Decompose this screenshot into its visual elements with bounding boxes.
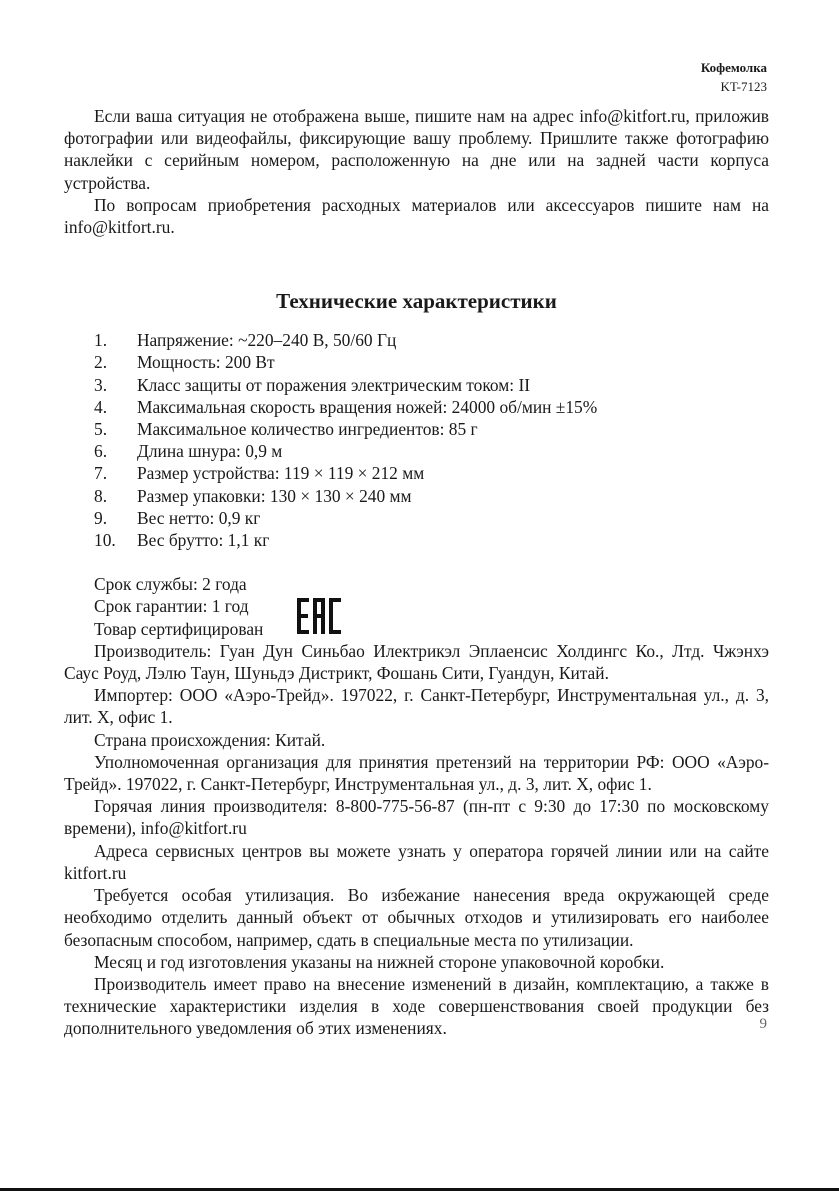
spec-number: 4. (94, 396, 108, 417)
spec-number: 10. (94, 530, 116, 551)
spec-item (94, 440, 769, 462)
header-product: Кофемолка (700, 60, 767, 75)
spec-item (94, 529, 769, 551)
terms-block (64, 573, 769, 640)
info-paragraph: Импортер: ООО «Аэро-Трейд». 197022, г. Санкт-Петербург, Инструментальная ул., д. 3, лит. Х, офис 1. (64, 685, 769, 728)
spec-number: 2. (94, 352, 108, 373)
spec-text: Вес брутто: 1,1 кг (137, 530, 270, 551)
warranty: Срок гарантии: 1 год (94, 596, 249, 617)
info-paragraph: Производитель имеет право на внесение изменений в дизайн, комплектацию, а также в технические характеристики изделия в ходе совершенствования своей продукции без дополнительного уведомления об этих изменениях. (64, 973, 769, 1039)
spec-number: 1. (94, 330, 108, 351)
intro-paragraph: Если ваша ситуация не отображена выше, пишите нам на адрес info@kitfort.ru, приложив фотографии или видеофайлы, фиксирующие вашу проблему. Пришлите также фотографию наклейки с серийным номером, расположенную на дне или на задней части корпуса устройства. (64, 106, 769, 193)
section-title: Технические характеристики (276, 289, 557, 314)
spec-text: Максимальное количество ингредиентов: 85 г (137, 419, 478, 440)
spec-text: Вес нетто: 0,9 кг (137, 507, 261, 528)
spec-number: 6. (94, 441, 108, 462)
spec-number: 3. (94, 374, 108, 395)
spec-number: 7. (94, 463, 108, 484)
info-paragraph: Горячая линия производителя: 8-800-775-56-87 (пн-пт с 9:30 до 17:30 по московскому времени), info@kitfort.ru (64, 796, 769, 839)
spec-number: 5. (94, 419, 108, 440)
spec-text: Мощность: 200 Вт (137, 352, 275, 373)
spec-number: 8. (94, 485, 108, 506)
info-paragraph: Месяц и год изготовления указаны на нижней стороне упаковочной коробки. (94, 951, 665, 972)
spec-text: Размер устройства: 119 × 119 × 212 мм (137, 463, 425, 484)
specs-list (64, 329, 769, 551)
spec-item (94, 418, 769, 440)
spec-item (94, 329, 769, 351)
eac-mark-icon (297, 598, 341, 634)
spec-item (94, 462, 769, 484)
page-header (701, 58, 767, 96)
info-paragraph: Производитель: Гуан Дун Синьбао Илектрикэл Эплаенсис Холдингс Ко., Лтд. Чжэнхэ Саус Роуд, Лэлю Таун, Шуньдэ Дистрикт, Фошань Сити, Гуандун, Китай. (64, 640, 769, 684)
spec-text: Длина шнура: 0,9 м (137, 441, 283, 462)
spec-item (94, 374, 769, 396)
spec-item (94, 396, 769, 418)
header-model: KT-7123 (720, 79, 767, 94)
spec-item (94, 507, 769, 529)
info-paragraph: Страна происхождения: Китай. (94, 729, 326, 750)
info-paragraph: Уполномоченная организация для принятия претензий на территории РФ: ООО «Аэро-Трейд». 197022, г. Санкт-Петербург, Инструментальная ул., д. 3, лит. Х, офис 1. (64, 751, 769, 795)
certified-label: Товар сертифицирован (94, 618, 264, 639)
spec-item (94, 485, 769, 507)
service-life: Срок службы: 2 года (94, 574, 247, 595)
page-content (64, 105, 769, 1040)
spec-item (94, 351, 769, 373)
spec-number: 9. (94, 507, 108, 528)
page-number: 9 (759, 1016, 767, 1032)
info-paragraph: Адреса сервисных центров вы можете узнать у оператора горячей линии или на сайте kitfort.ru (64, 840, 769, 883)
info-paragraph: Требуется особая утилизация. Во избежание нанесения вреда окружающей среде необходимо отделить данный объект от обычных отходов и утилизировать его наиболее безопасным способом, например, сдать в специальные места по утилизации. (64, 885, 769, 950)
spec-text: Класс защиты от поражения электрическим током: II (137, 374, 531, 395)
spec-text: Напряжение: ~220–240 В, 50/60 Гц (137, 330, 397, 351)
intro-paragraph: По вопросам приобретения расходных материалов или аксессуаров пишите нам на info@kitfort.ru. (64, 194, 769, 238)
spec-text: Максимальная скорость вращения ножей: 24000 об/мин ±15% (137, 396, 598, 417)
spec-text: Размер упаковки: 130 × 130 × 240 мм (137, 485, 412, 506)
